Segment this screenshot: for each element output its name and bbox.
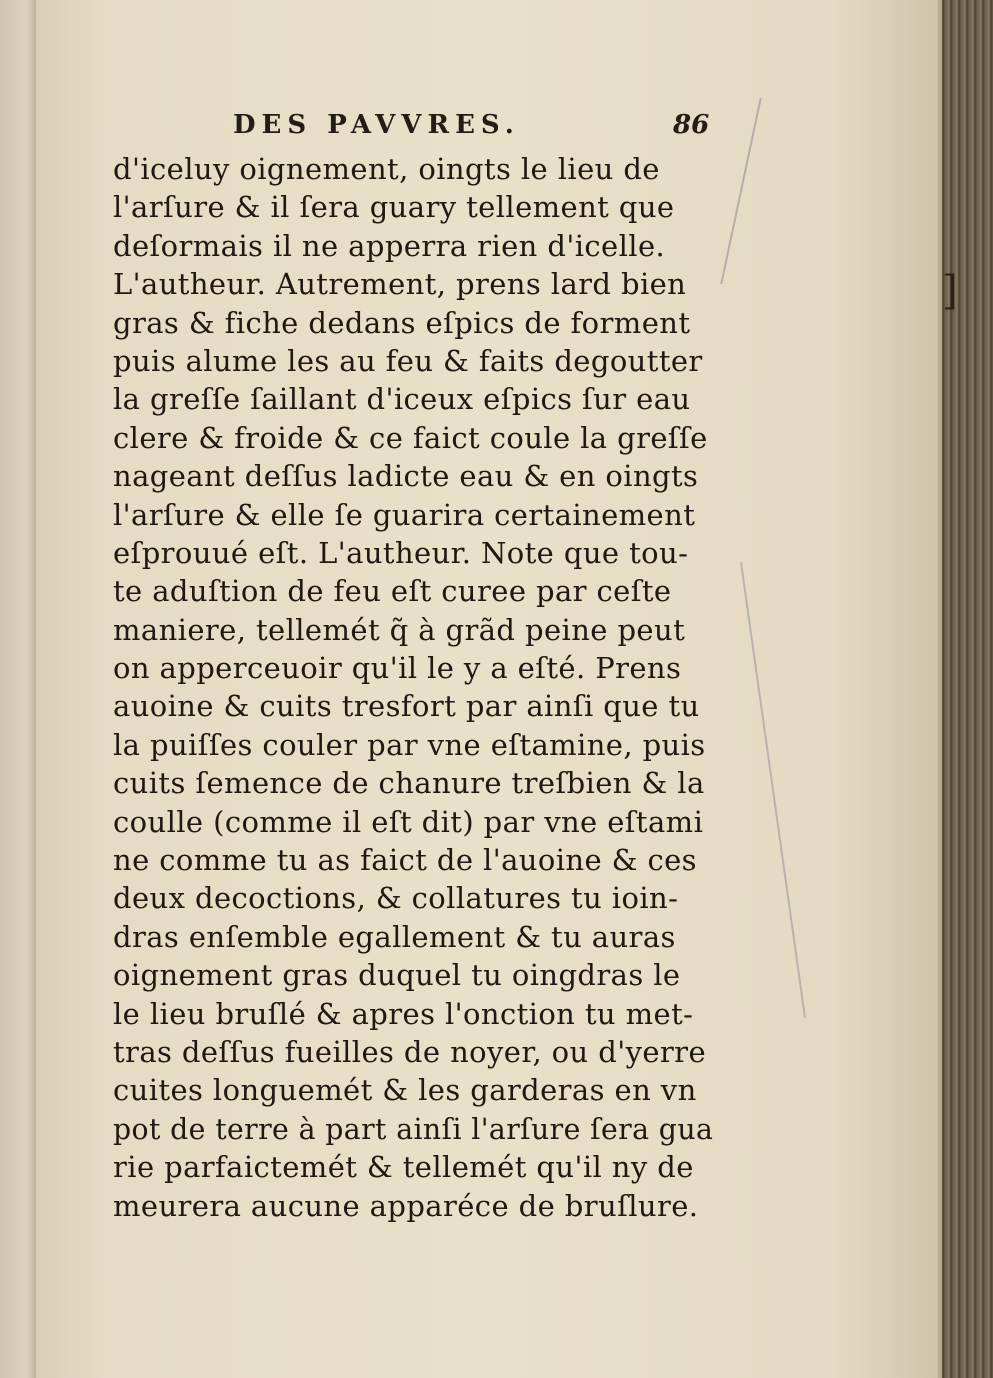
text-line: l'arſure & il ſera guary tellement que <box>113 190 675 225</box>
text-line: nageant deſſus ladicte eau & en oingts <box>113 459 699 494</box>
text-line: coulle (comme il eſt dit) par vne eſtami <box>113 804 704 839</box>
text-line: le lieu bruſlé & apres l'onction tu met- <box>113 996 694 1031</box>
text-line: deſormais il ne apperra rien d'icelle. <box>113 228 666 263</box>
running-head <box>113 110 713 150</box>
text-line: ne comme tu as faict de l'auoine & ces <box>113 843 697 878</box>
text-line: d'iceluy oignement, oingts le lieu de <box>113 152 660 186</box>
facing-page-edge <box>0 0 40 1378</box>
running-title: DES PAVVRES. <box>233 110 520 140</box>
text-line: puis alume les au feu & faits degoutter <box>113 343 703 378</box>
text-line: deux decoctions, & collatures tu ioin- <box>113 881 679 916</box>
text-line: l'arſure & elle ſe guarira certainement <box>113 497 696 532</box>
text-line: rie parfaictemét & tellemét qu'il ny de <box>113 1150 694 1185</box>
text-line: oignement gras duquel tu oingdras le <box>113 958 681 993</box>
text-line: dras enſemble egallement & tu auras <box>113 919 676 954</box>
text-line: clere & froide & ce faict coule la greſſe <box>113 420 708 455</box>
book-fore-edge <box>938 0 993 1378</box>
text-line: auoine & cuits tresfort par ainſi que tu <box>113 689 700 724</box>
text-line: maniere, tellemét q̃ à grãd peine peut <box>113 612 686 647</box>
text-line: cuits ſemence de chanure treſbien & la <box>113 766 705 801</box>
text-line: la greſſe ſaillant d'iceux eſpics ſur eau <box>113 382 691 417</box>
text-line: eſprouué eſt. L'autheur. Note que tou- <box>113 535 689 570</box>
text-line: gras & fiche dedans eſpics de forment <box>113 305 691 340</box>
text-line: tras deſſus fueilles de noyer, ou d'yerre <box>113 1034 707 1069</box>
text-line: meurera aucune apparéce de bruſlure. <box>113 1188 699 1223</box>
margin-bracket-mark: ] <box>942 268 958 314</box>
text-line: pot de terre à part ainſi l'arſure ſera gua <box>113 1111 714 1146</box>
text-line: la puiſſes couler par vne eſtamine, puis <box>113 727 706 762</box>
text-line: te aduſtion de feu eſt curee par ceſte <box>113 574 672 609</box>
text-line: on apperceuoir qu'il le y a eſté. Prens <box>113 651 682 686</box>
text-block <box>113 110 713 1225</box>
text-line: cuites longuemét & les garderas en vn <box>113 1073 697 1108</box>
page-number: 86 <box>673 110 710 140</box>
text-line: L'autheur. Autrement, prens lard bien <box>113 267 687 302</box>
page-edge <box>938 0 942 1378</box>
